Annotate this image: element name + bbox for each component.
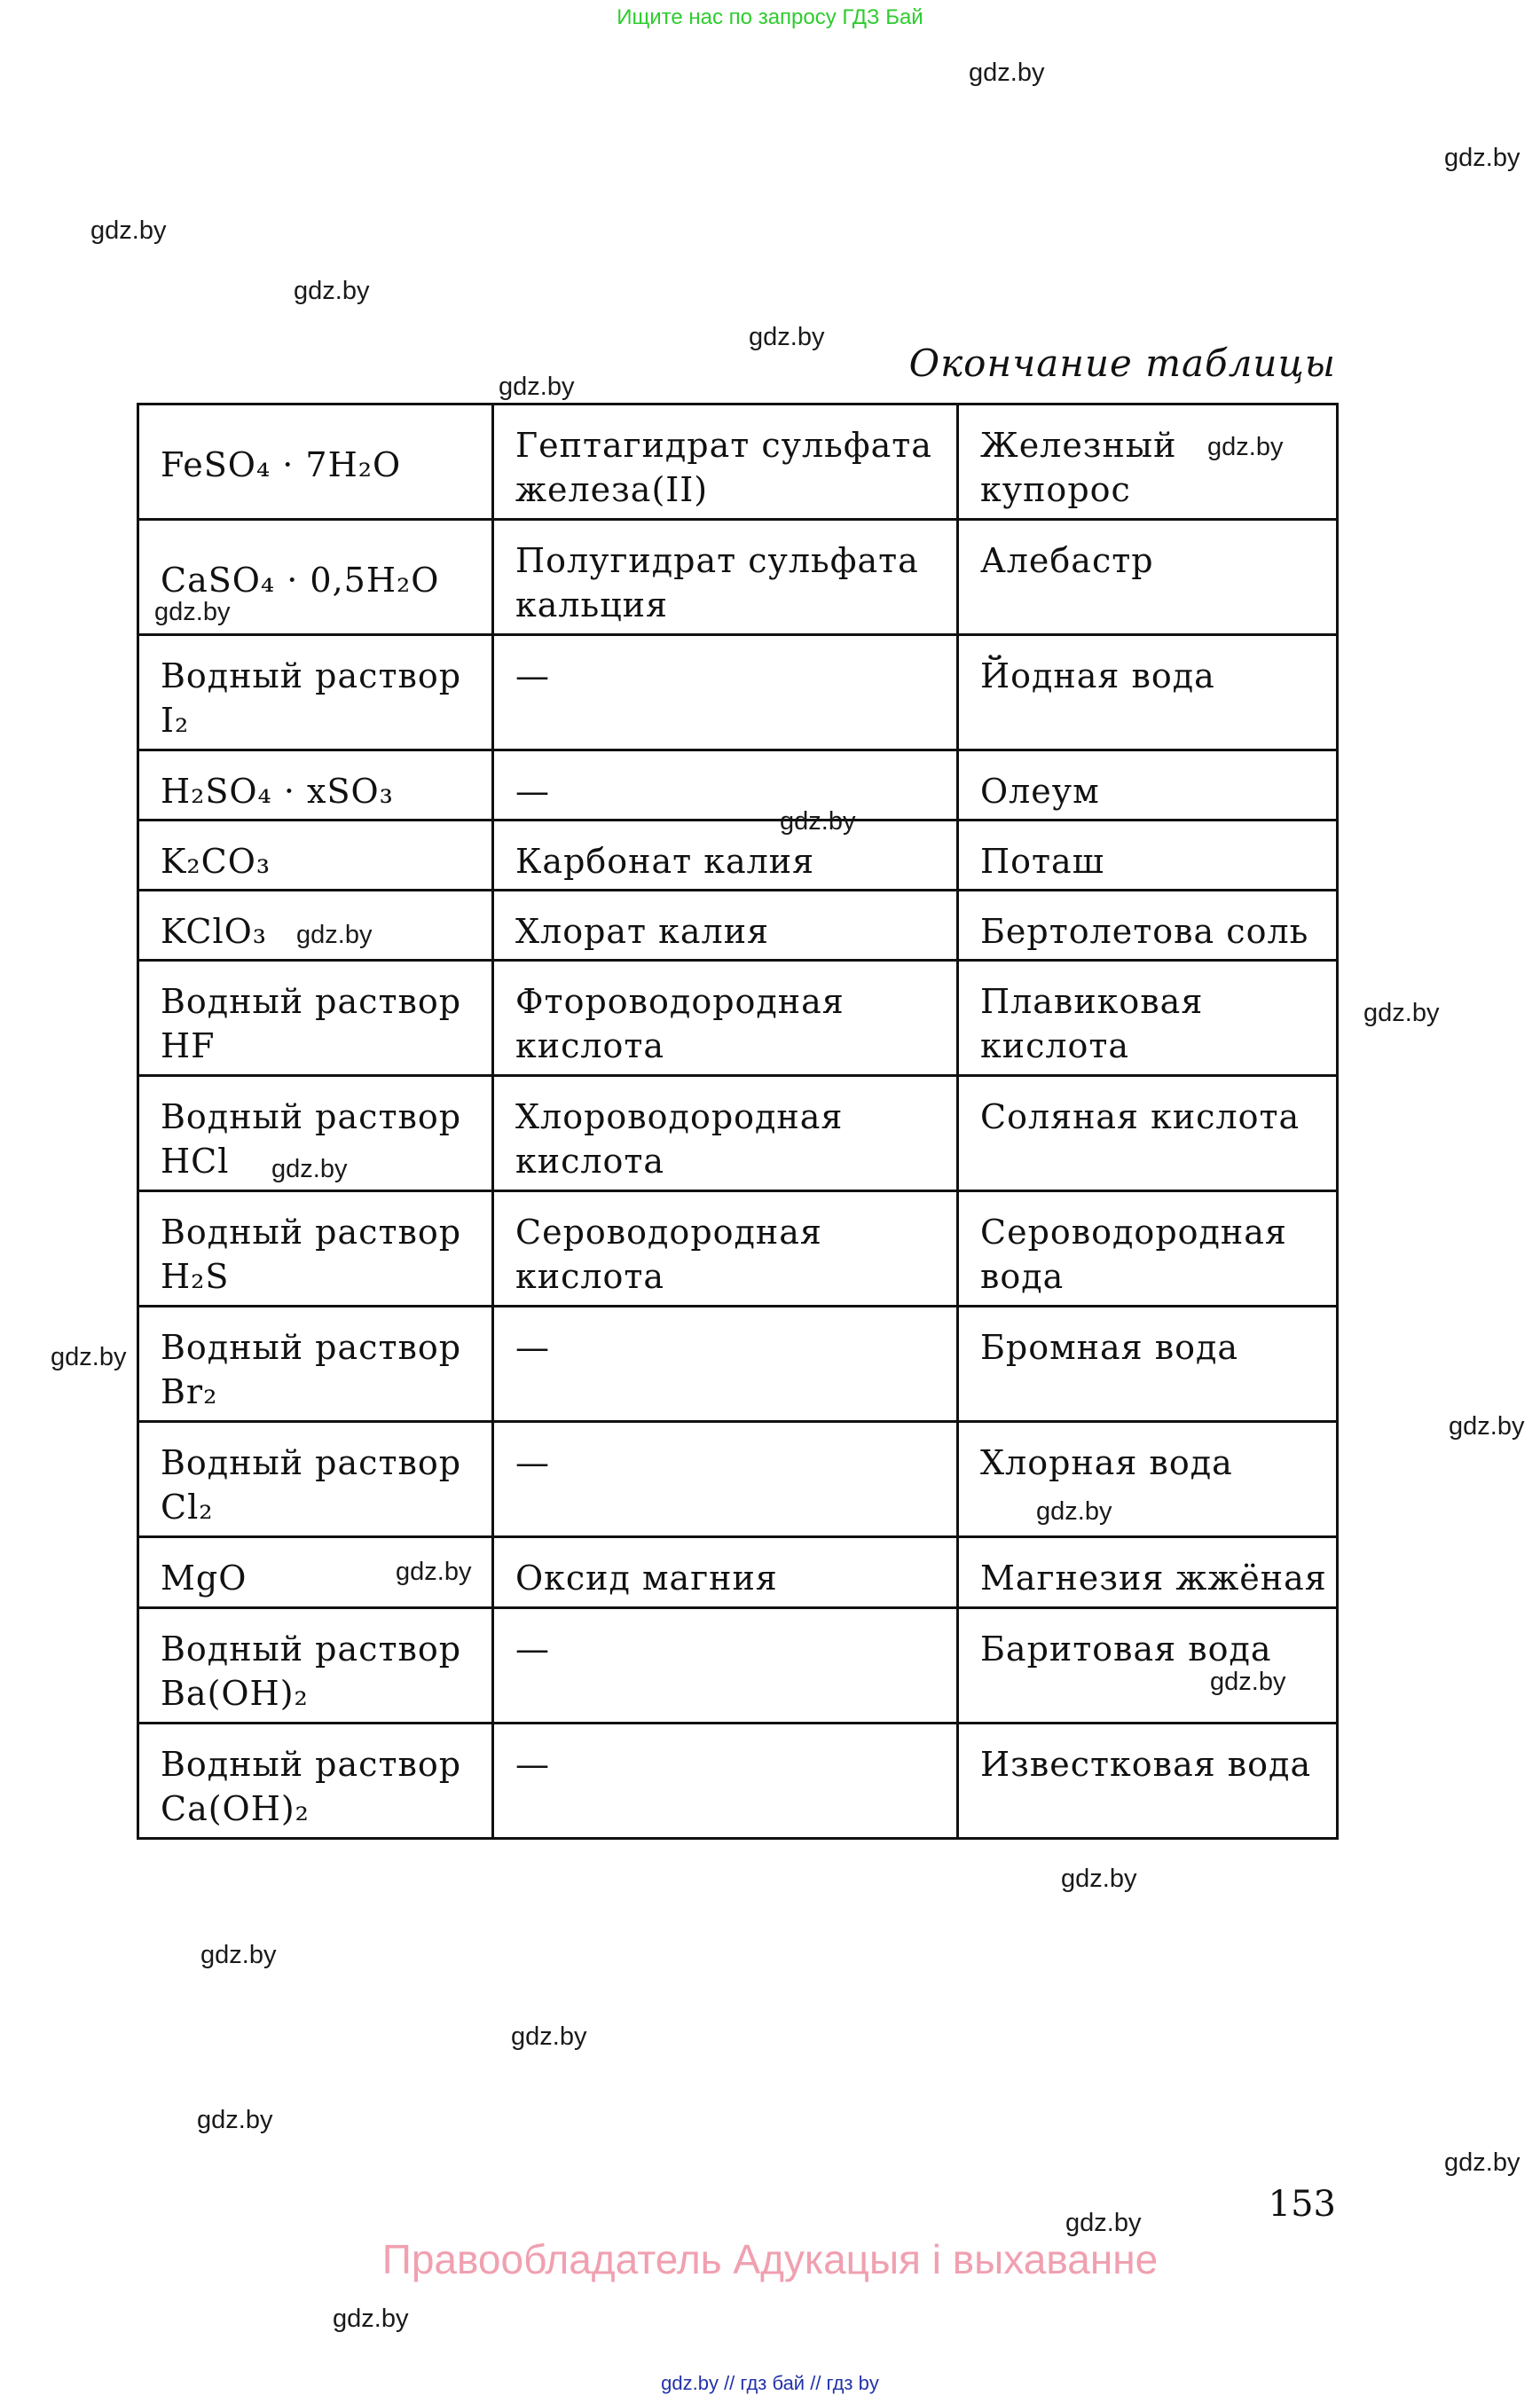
watermark: gdz.by — [51, 1343, 127, 1371]
top-banner[interactable]: Ищите нас по запросу ГДЗ Бай — [617, 5, 923, 29]
name-cell: Фтороводородная кислота — [493, 961, 958, 1076]
formula-cell: Водный раствор Ca(OH)₂ — [138, 1724, 493, 1839]
footer-links[interactable]: gdz.by // гдз бай // гдз by — [661, 2372, 879, 2394]
watermark: gdz.by — [396, 1558, 472, 1586]
watermark: gdz.by — [1065, 2209, 1142, 2237]
formula-cell: K₂CO₃ — [138, 821, 493, 891]
formula-cell: Водный раствор HCl — [138, 1076, 493, 1191]
watermark: gdz.by — [749, 323, 825, 351]
watermark: gdz.by — [1444, 144, 1520, 172]
trivial-cell: Магнезия жжёная — [958, 1537, 1338, 1608]
formula-cell: Водный раствор H₂S — [138, 1191, 493, 1307]
watermark: gdz.by — [511, 2022, 587, 2051]
formula-cell: Водный раствор Cl₂ — [138, 1422, 493, 1537]
watermark: gdz.by — [90, 216, 167, 245]
name-cell: — — [493, 1608, 958, 1724]
table-row — [138, 961, 1338, 1076]
formula-cell: FeSO₄ · 7H₂O — [138, 404, 493, 520]
trivial-cell: Соляная кислота — [958, 1076, 1338, 1191]
watermark: gdz.by — [294, 277, 370, 305]
trivial-cell: Олеум — [958, 750, 1338, 821]
trivial-cell: Хлорная вода — [958, 1422, 1338, 1537]
trivial-cell: Бромная вода — [958, 1307, 1338, 1422]
watermark: gdz.by — [780, 807, 856, 836]
continuation-title: Окончание таблицы — [908, 342, 1336, 385]
watermark: gdz.by — [271, 1155, 348, 1183]
name-cell: — — [493, 1307, 958, 1422]
trivial-cell: Известковая вода — [958, 1724, 1338, 1839]
table-row — [138, 750, 1338, 821]
table-row — [138, 891, 1338, 961]
formula-cell: Водный раствор Br₂ — [138, 1307, 493, 1422]
name-cell: Карбонат калия — [493, 821, 958, 891]
watermark: gdz.by — [1036, 1497, 1112, 1526]
watermark: gdz.by — [1061, 1865, 1137, 1893]
formula-cell: Водный раствор HF — [138, 961, 493, 1076]
name-cell: Сероводородная кислота — [493, 1191, 958, 1307]
trivial-cell: Алебастр — [958, 520, 1338, 635]
name-cell: Гептагидрат сульфата железа(II) — [493, 404, 958, 520]
table-row — [138, 1608, 1338, 1724]
watermark: gdz.by — [1444, 2148, 1520, 2177]
watermark: gdz.by — [1210, 1668, 1286, 1696]
name-cell: — — [493, 1422, 958, 1537]
table-row — [138, 1537, 1338, 1608]
watermark: gdz.by — [333, 2305, 409, 2333]
name-cell: Хлорат калия — [493, 891, 958, 961]
formula-cell: CaSO₄ · 0,5H₂O — [138, 520, 493, 635]
watermark: gdz.by — [1449, 1412, 1525, 1441]
trivial-cell: Плавиковая кислота — [958, 961, 1338, 1076]
copyright-notice: Правообладатель Адукацыя і выхаванне — [381, 2236, 1159, 2282]
table-row — [138, 1422, 1338, 1537]
table-row — [138, 635, 1338, 750]
table-row — [138, 1724, 1338, 1839]
name-cell: Хлороводородная кислота — [493, 1076, 958, 1191]
table-row — [138, 520, 1338, 635]
trivial-cell: Поташ — [958, 821, 1338, 891]
name-cell: — — [493, 1724, 958, 1839]
trivial-cell: Йодная вода — [958, 635, 1338, 750]
trivial-cell: Железный купорос — [958, 404, 1338, 520]
table-row — [138, 1307, 1338, 1422]
formula-cell: KClO₃ — [138, 891, 493, 961]
watermark: gdz.by — [200, 1941, 277, 1969]
page-number: 153 — [1268, 2184, 1336, 2225]
name-cell: — — [493, 750, 958, 821]
formula-cell: MgO — [138, 1537, 493, 1608]
watermark: gdz.by — [154, 598, 231, 626]
table-row — [138, 1191, 1338, 1307]
formula-cell: Водный раствор I₂ — [138, 635, 493, 750]
watermark: gdz.by — [1363, 999, 1440, 1027]
trivial-cell: Сероводородная вода — [958, 1191, 1338, 1307]
watermark: gdz.by — [197, 2106, 273, 2134]
table-row — [138, 404, 1338, 520]
name-cell: Полугидрат сульфата кальция — [493, 520, 958, 635]
formula-cell: Водный раствор Ba(OH)₂ — [138, 1608, 493, 1724]
trivial-cell: Баритовая вода — [958, 1608, 1338, 1724]
watermark: gdz.by — [1207, 433, 1284, 461]
watermark: gdz.by — [969, 59, 1045, 87]
name-cell: — — [493, 635, 958, 750]
trivial-cell: Бертолетова соль — [958, 891, 1338, 961]
substances-table — [137, 403, 1339, 1840]
table-row — [138, 1076, 1338, 1191]
table-row — [138, 821, 1338, 891]
formula-cell: H₂SO₄ · xSO₃ — [138, 750, 493, 821]
watermark: gdz.by — [296, 921, 373, 949]
watermark: gdz.by — [499, 373, 575, 401]
name-cell: Оксид магния — [493, 1537, 958, 1608]
